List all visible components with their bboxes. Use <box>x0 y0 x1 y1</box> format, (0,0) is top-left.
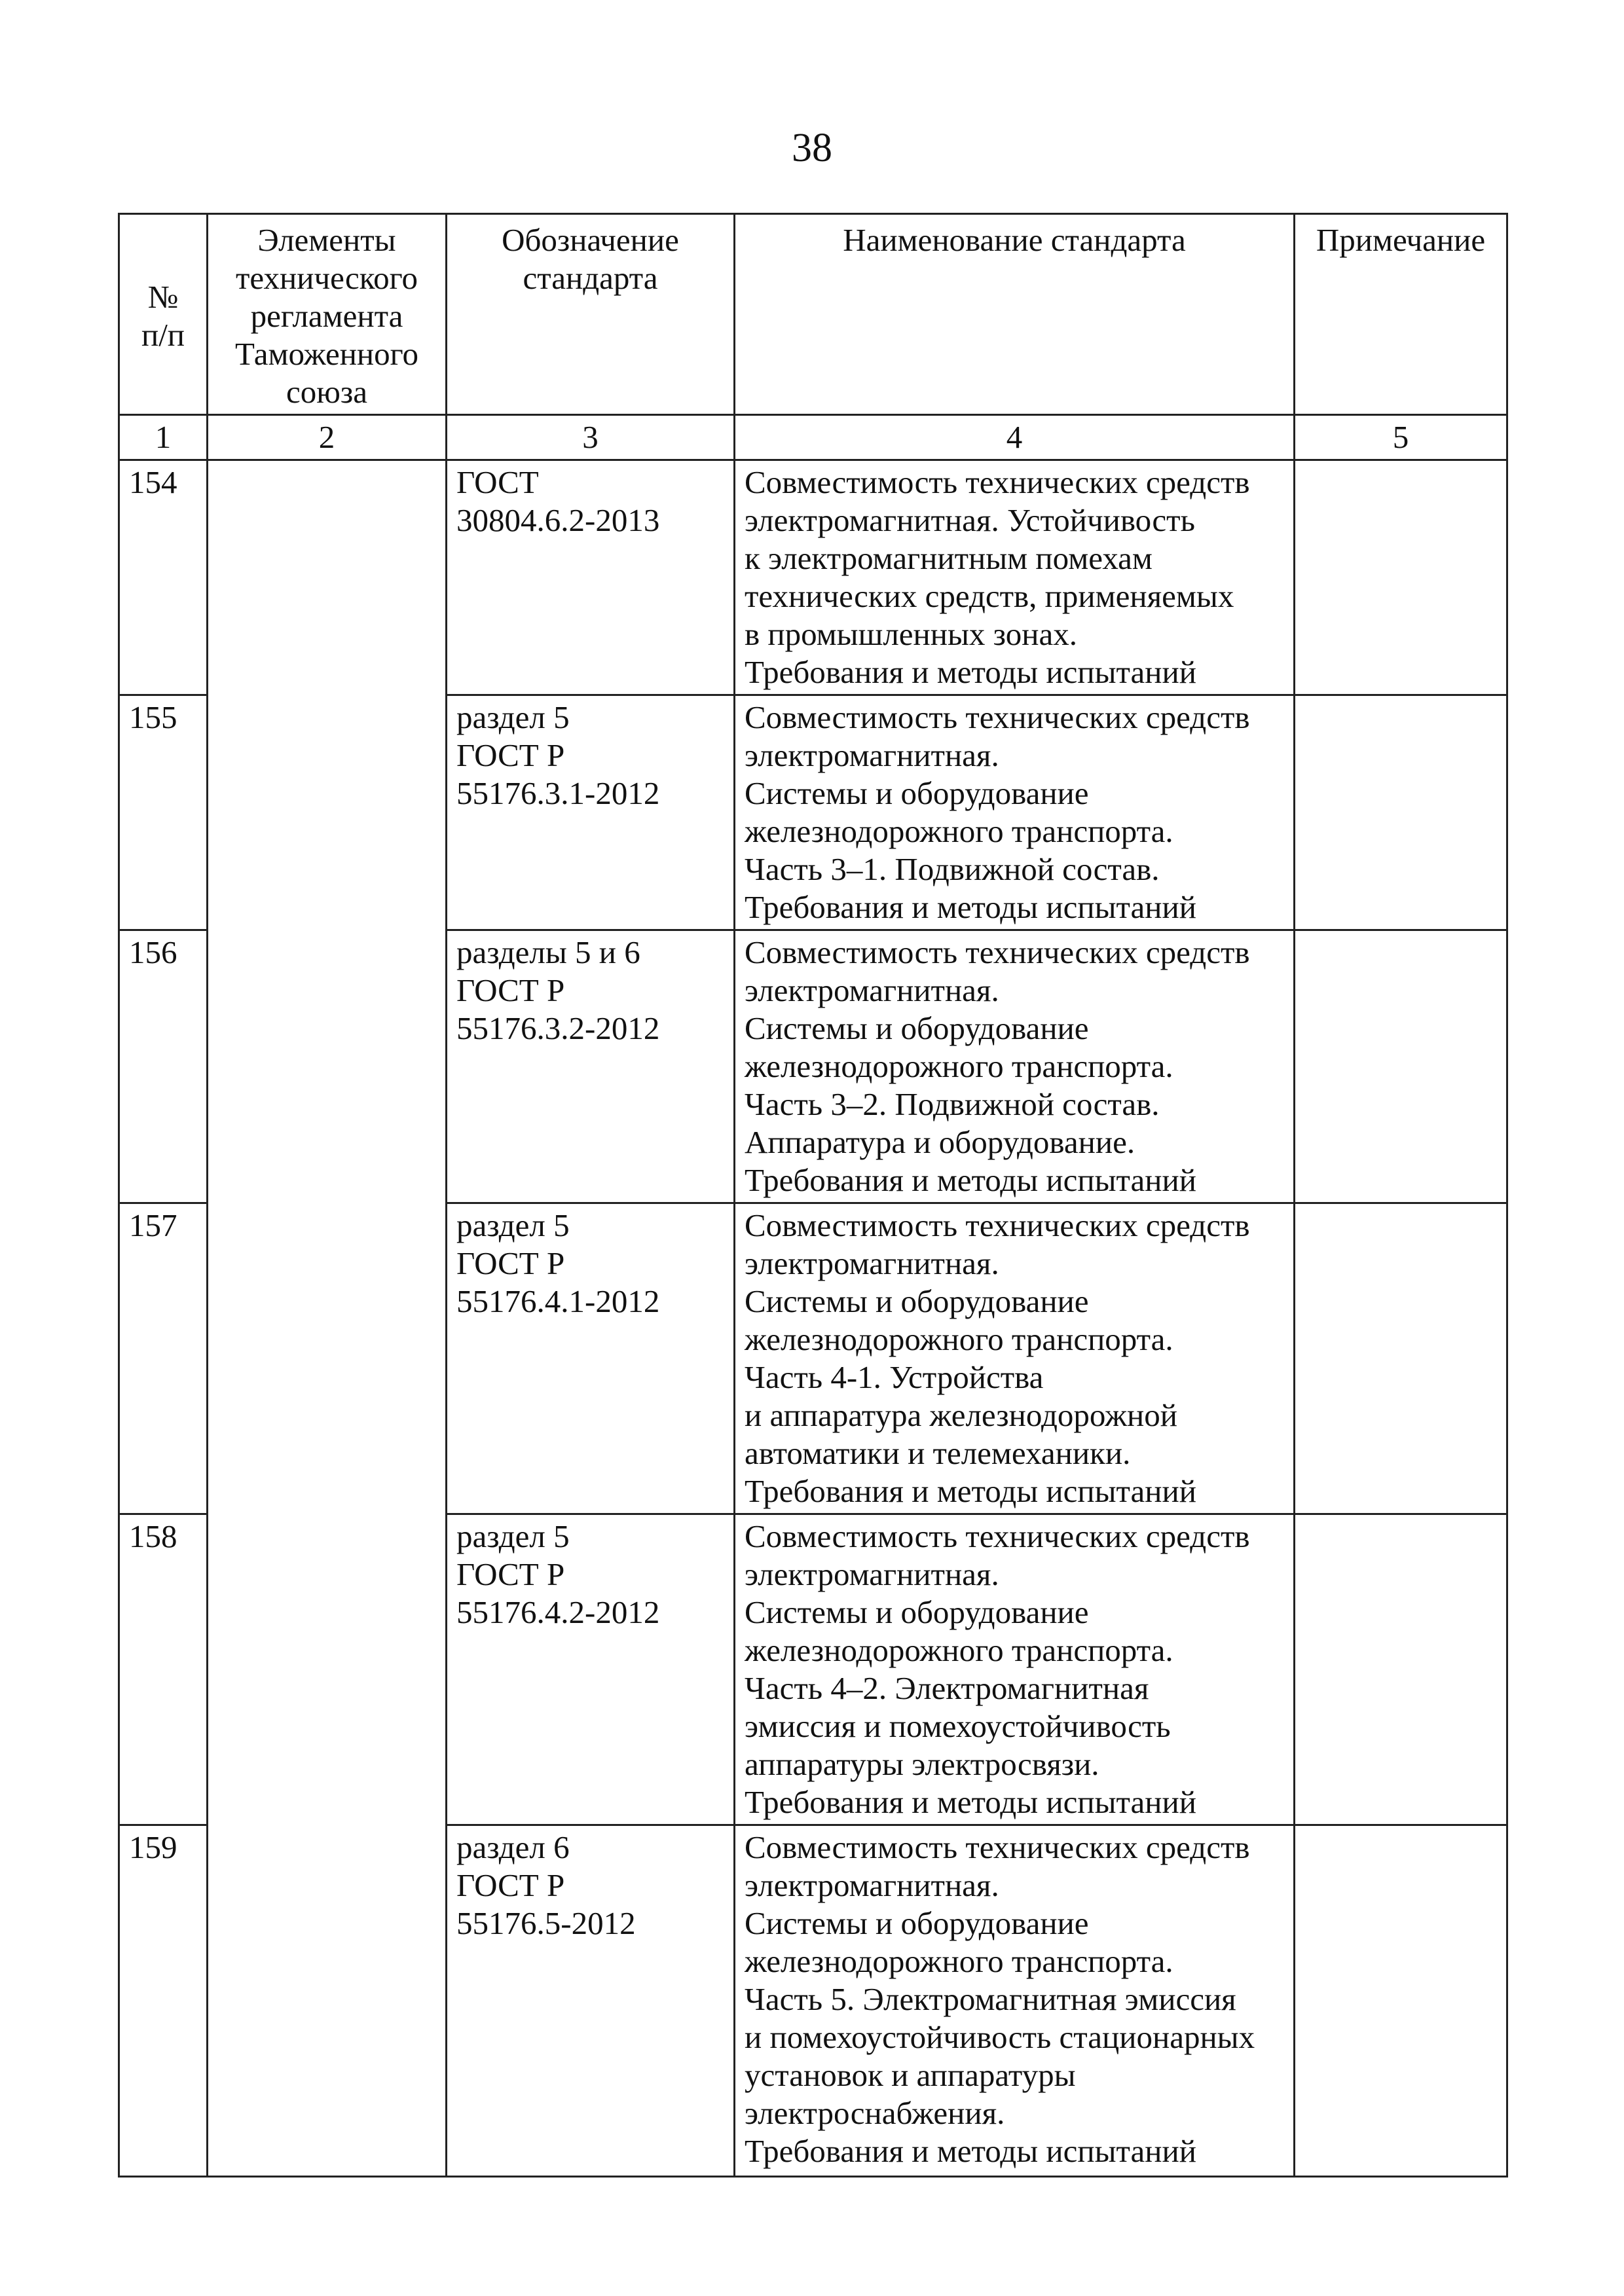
header-num-line: п/п <box>141 317 185 353</box>
standard-name-cell <box>735 1825 1295 2177</box>
designation-line: ГОСТ <box>456 464 539 500</box>
standard-name-line: Совместимость технических средств <box>745 464 1250 500</box>
standard-name-line: Часть 3–2. Подвижной состав. <box>745 1086 1160 1122</box>
standard-name-line: Требования и методы испытаний <box>745 1162 1196 1198</box>
header-name: Наименование стандарта <box>735 214 1295 415</box>
standard-name-line: железнодорожного транспорта. <box>745 1048 1173 1084</box>
standards-table <box>118 213 1508 2178</box>
standard-name-line: Требования и методы испытаний <box>745 1784 1196 1820</box>
standard-name-line: Требования и методы испытаний <box>745 2133 1196 2169</box>
designation-cell <box>447 1203 735 1514</box>
designation-cell <box>447 1514 735 1825</box>
header-elements <box>208 214 447 415</box>
standard-name-line: Системы и оборудование <box>745 1283 1089 1319</box>
page-number: 38 <box>792 126 832 170</box>
designation-line: ГОСТ Р <box>456 737 565 773</box>
designation-line: ГОСТ Р <box>456 1867 565 1903</box>
header-num-line: № <box>147 279 179 315</box>
designation-line: разделы 5 и 6 <box>456 934 640 970</box>
standard-name-line: Совместимость технических средств <box>745 1518 1250 1554</box>
standard-name-cell <box>735 1203 1295 1514</box>
standard-name-line: эмиссия и помехоустойчивость <box>745 1708 1171 1744</box>
row-number: 158 <box>119 1514 208 1825</box>
header-row <box>119 214 1507 415</box>
standard-name-cell <box>735 460 1295 695</box>
standard-name-line: Системы и оборудование <box>745 1594 1089 1630</box>
designation-cell <box>447 695 735 930</box>
row-number: 154 <box>119 460 208 695</box>
standard-name-line: Аппаратура и оборудование. <box>745 1124 1135 1160</box>
standard-name-line: электромагнитная. <box>745 972 999 1008</box>
row-number: 156 <box>119 930 208 1203</box>
row-number: 159 <box>119 1825 208 2177</box>
designation-line: 55176.4.1-2012 <box>456 1283 660 1319</box>
standard-name-line: железнодорожного транспорта. <box>745 1943 1173 1979</box>
standard-name-line: Часть 5. Электромагнитная эмиссия <box>745 1981 1236 2017</box>
designation-line: 55176.3.1-2012 <box>456 775 660 811</box>
standard-name-line: электромагнитная. <box>745 1867 999 1903</box>
header-elements-line: Таможенного <box>234 336 419 372</box>
header-elements-line: союза <box>286 374 367 410</box>
standard-name-line: Системы и оборудование <box>745 775 1089 811</box>
designation-cell <box>447 930 735 1203</box>
standard-name-line: Совместимость технических средств <box>745 699 1250 735</box>
row-number: 157 <box>119 1203 208 1514</box>
standard-name-line: Требования и методы испытаний <box>745 889 1196 925</box>
standard-name-cell <box>735 1514 1295 1825</box>
header-elements-line: регламента <box>250 298 403 334</box>
standard-name-line: автоматики и телемеханики. <box>745 1435 1131 1471</box>
designation-line: ГОСТ Р <box>456 1556 565 1592</box>
standard-name-line: Требования и методы испытаний <box>745 1473 1196 1509</box>
designation-line: 55176.5-2012 <box>456 1905 636 1941</box>
standard-name-line: электромагнитная. <box>745 1245 999 1281</box>
standard-name-cell <box>735 930 1295 1203</box>
designation-line: ГОСТ Р <box>456 972 565 1008</box>
standard-name-line: железнодорожного транспорта. <box>745 813 1173 849</box>
header-note: Примечание <box>1295 214 1507 415</box>
standard-name-line: к электромагнитным помехам <box>745 540 1153 576</box>
standard-name-line: Совместимость технических средств <box>745 1207 1250 1243</box>
header-designation <box>447 214 735 415</box>
column-number: 2 <box>208 415 447 460</box>
designation-cell <box>447 460 735 695</box>
column-number: 5 <box>1295 415 1507 460</box>
standard-name-line: Часть 3–1. Подвижной состав. <box>745 851 1160 887</box>
designation-line: 30804.6.2-2013 <box>456 502 660 538</box>
designation-line: раздел 5 <box>456 699 570 735</box>
standard-name-line: технических средств, применяемых <box>745 578 1234 614</box>
standard-name-line: электромагнитная. <box>745 1556 999 1592</box>
standard-name-line: Системы и оборудование <box>745 1010 1089 1046</box>
header-designation-line: стандарта <box>523 260 658 296</box>
standard-name-line: электромагнитная. <box>745 737 999 773</box>
standard-name-line: и помехоустойчивость стационарных <box>745 2019 1255 2055</box>
note-cell <box>1295 1514 1507 1825</box>
column-number: 1 <box>119 415 208 460</box>
column-number: 4 <box>735 415 1295 460</box>
designation-line: ГОСТ Р <box>456 1245 565 1281</box>
column-number: 3 <box>447 415 735 460</box>
standard-name-line: установок и аппаратуры <box>745 2057 1076 2093</box>
note-cell <box>1295 1825 1507 2177</box>
designation-cell <box>447 1825 735 2177</box>
designation-line: 55176.3.2-2012 <box>456 1010 660 1046</box>
standard-name-line: Требования и методы испытаний <box>745 654 1196 690</box>
standard-name-line: Совместимость технических средств <box>745 934 1250 970</box>
designation-line: 55176.4.2-2012 <box>456 1594 660 1630</box>
header-elements-line: Элементы <box>257 222 396 258</box>
header-elements-line: технического <box>235 260 418 296</box>
designation-line: раздел 6 <box>456 1829 570 1865</box>
standard-name-line: Часть 4–2. Электромагнитная <box>745 1670 1149 1706</box>
standard-name-cell <box>735 695 1295 930</box>
standard-name-line: Системы и оборудование <box>745 1905 1089 1941</box>
designation-line: раздел 5 <box>456 1518 570 1554</box>
table-row <box>119 460 1507 695</box>
standard-name-line: железнодорожного транспорта. <box>745 1632 1173 1668</box>
standard-name-line: в промышленных зонах. <box>745 616 1077 652</box>
standard-name-line: электроснабжения. <box>745 2095 1005 2131</box>
header-designation-line: Обозначение <box>502 222 679 258</box>
note-cell <box>1295 695 1507 930</box>
standard-name-line: железнодорожного транспорта. <box>745 1321 1173 1357</box>
column-numbers-row <box>119 415 1507 460</box>
elements-cell <box>208 460 447 2177</box>
designation-line: раздел 5 <box>456 1207 570 1243</box>
standard-name-line: аппаратуры электросвязи. <box>745 1746 1099 1782</box>
standard-name-line: Часть 4-1. Устройства <box>745 1359 1044 1395</box>
standard-name-line: Совместимость технических средств <box>745 1829 1250 1865</box>
note-cell <box>1295 460 1507 695</box>
note-cell <box>1295 1203 1507 1514</box>
header-num <box>119 214 208 415</box>
row-number: 155 <box>119 695 208 930</box>
standard-name-line: и аппаратура железнодорожной <box>745 1397 1177 1433</box>
standard-name-line: электромагнитная. Устойчивость <box>745 502 1195 538</box>
note-cell <box>1295 930 1507 1203</box>
